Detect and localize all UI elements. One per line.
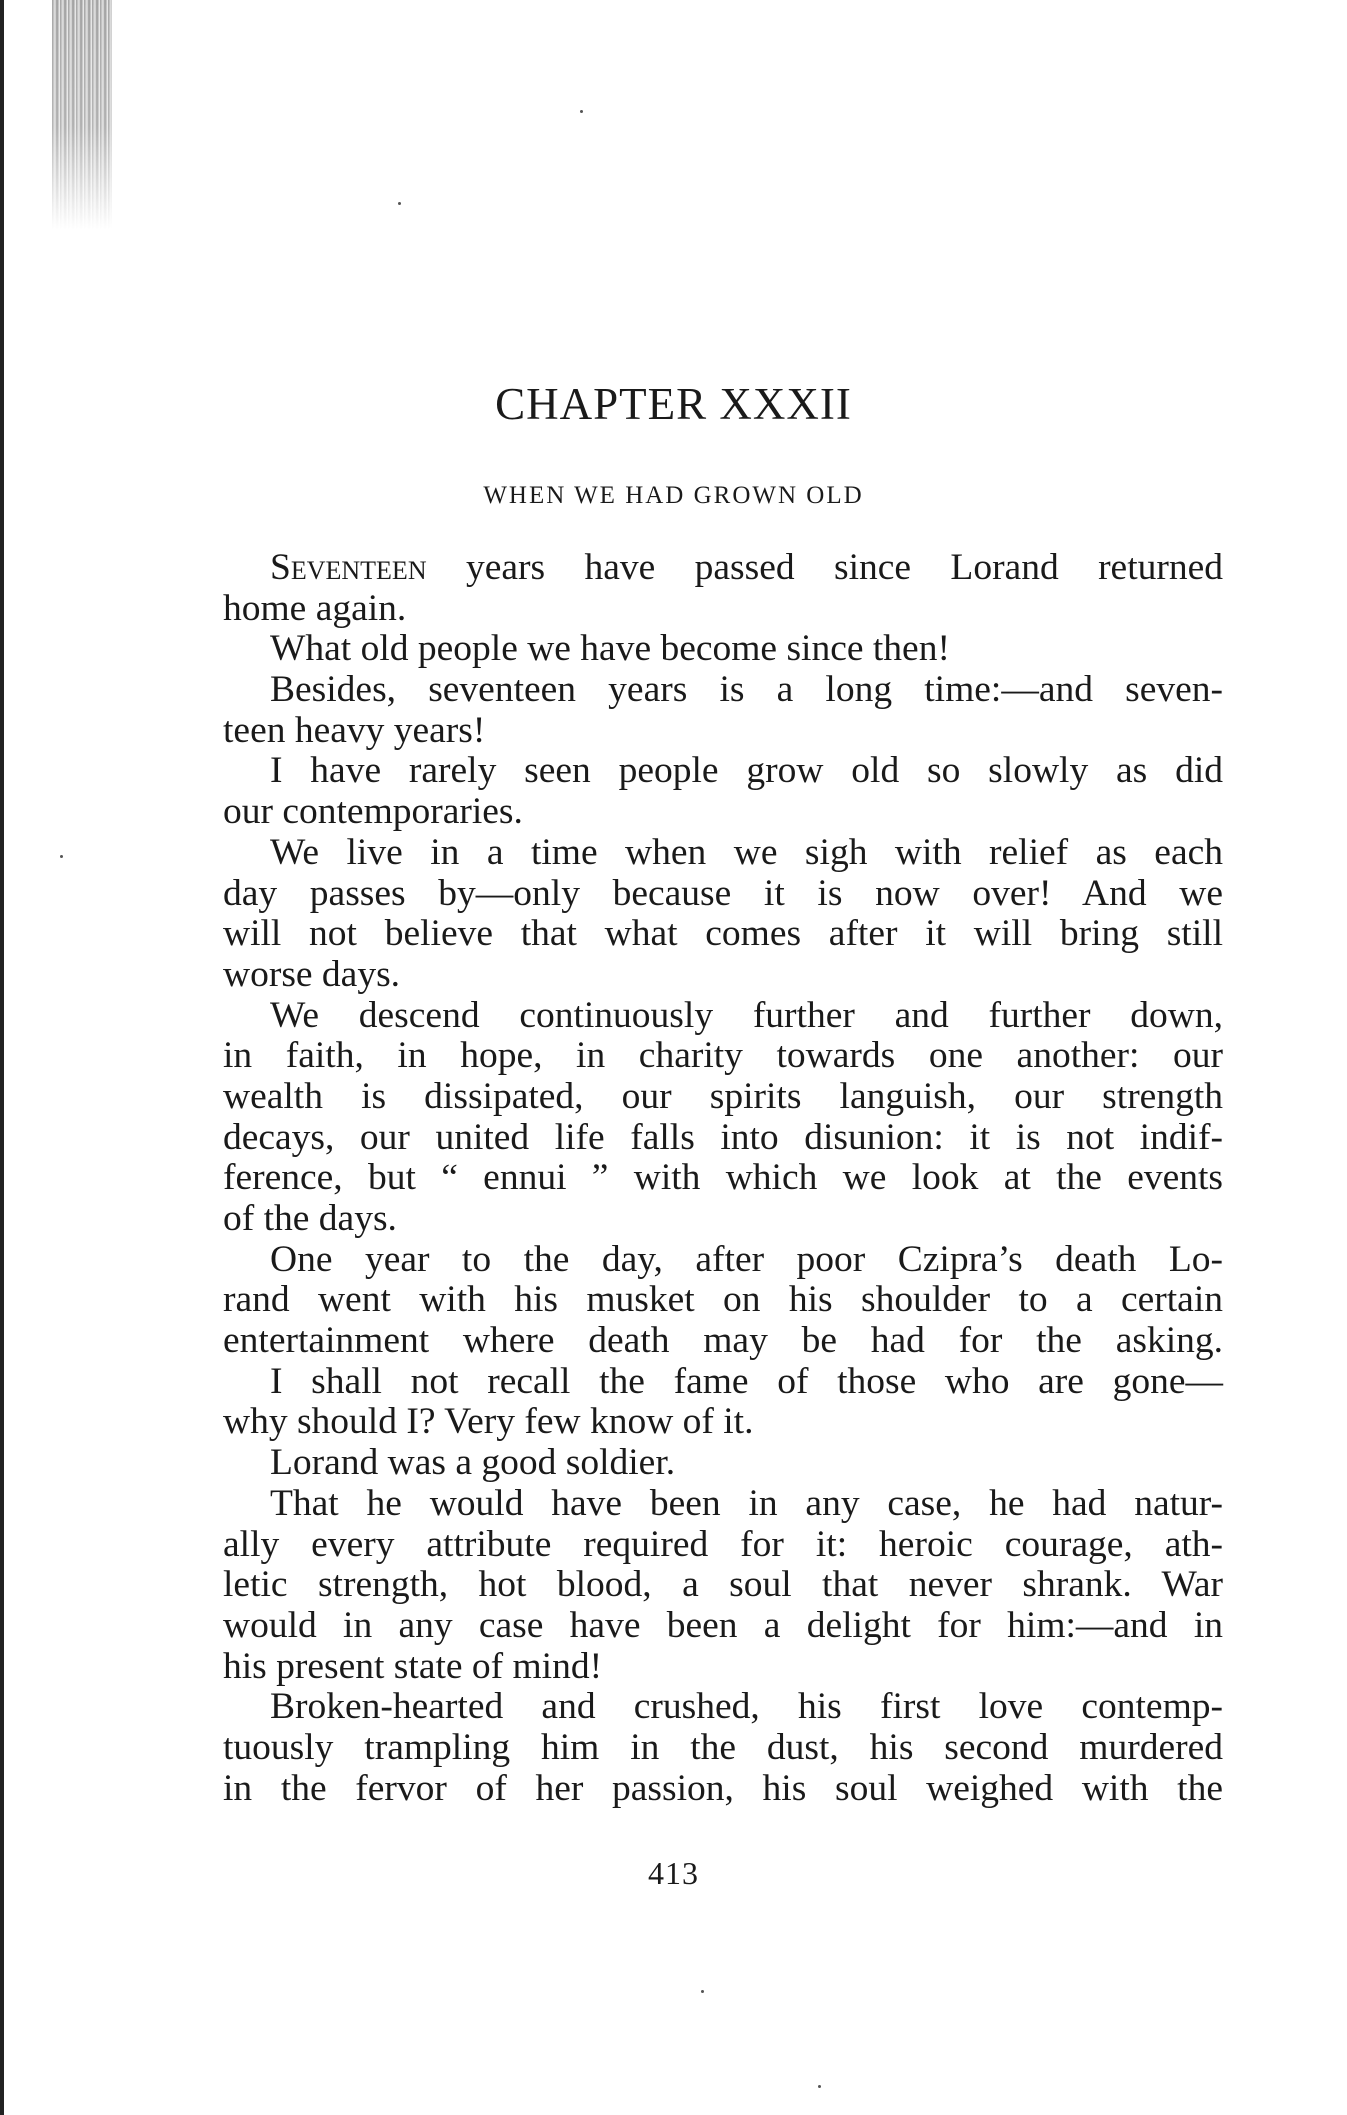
scan-smudge xyxy=(52,0,112,230)
text-line-content: day passes by—only because it is now over! And we xyxy=(223,872,1223,914)
text-line-content: Besides, seventeen years is a long time:—and seven- xyxy=(270,669,1223,711)
text-line-content: Broken-hearted and crushed, his first love contemp- xyxy=(270,1686,1223,1728)
text-line xyxy=(223,1158,1223,1199)
text-line xyxy=(223,955,1223,996)
text-line xyxy=(223,1687,1223,1728)
scan-speck xyxy=(580,110,583,113)
text-line-content: in faith, in hope, in charity towards one another: our xyxy=(223,1035,1223,1077)
text-line xyxy=(223,1321,1223,1362)
text-line xyxy=(223,711,1223,752)
text-line-content: What old people we have become since then! xyxy=(270,628,950,670)
text-line xyxy=(223,1443,1223,1484)
text-line-content: of the days. xyxy=(223,1198,397,1239)
text-line xyxy=(223,1484,1223,1525)
text-line xyxy=(223,1199,1223,1240)
text-line-content: We descend continuously further and further down, xyxy=(270,994,1223,1036)
text-line-content: why should I? Very few know of it. xyxy=(223,1401,754,1443)
text-line xyxy=(223,914,1223,955)
text-line-content: We live in a time when we sigh with relief as each xyxy=(270,831,1223,873)
text-line-content: Lorand was a good soldier. xyxy=(270,1442,676,1484)
opening-word: Seventeen xyxy=(270,547,427,588)
text-line-content: teen heavy years! xyxy=(223,709,486,751)
text-line-content: would in any case have been a delight for him:—and in xyxy=(223,1604,1223,1646)
text-line xyxy=(223,548,1223,589)
text-line xyxy=(223,1565,1223,1606)
page-number: 413 xyxy=(648,1855,699,1891)
text-line xyxy=(223,589,1223,630)
text-line-content: years have passed since Lorand returned xyxy=(426,547,1223,588)
text-line-content: wealth is dissipated, our spirits languish, our strength xyxy=(223,1075,1223,1117)
scan-speck xyxy=(398,202,401,205)
text-line xyxy=(223,996,1223,1037)
page-binding-edge xyxy=(0,0,4,2115)
text-line xyxy=(223,1077,1223,1118)
scan-speck xyxy=(60,855,63,858)
text-line xyxy=(223,1402,1223,1443)
text-line xyxy=(223,833,1223,874)
text-line xyxy=(223,1769,1223,1810)
text-line xyxy=(223,1280,1223,1321)
text-line-content: home again. xyxy=(223,587,407,629)
text-line-content: I have rarely seen people grow old so slowly as did xyxy=(270,750,1223,792)
text-line xyxy=(223,629,1223,670)
body-text xyxy=(223,548,1223,1809)
text-line-content: rand went with his musket on his shoulder to a certain xyxy=(223,1279,1223,1321)
text-line xyxy=(223,1240,1223,1281)
chapter-title: CHAPTER XXXII xyxy=(495,379,852,429)
chapter-subtitle: WHEN WE HAD GROWN OLD xyxy=(483,482,864,509)
text-line xyxy=(223,1036,1223,1077)
text-line xyxy=(223,1606,1223,1647)
text-line xyxy=(223,1118,1223,1159)
text-line-content: his present state of mind! xyxy=(223,1645,603,1687)
text-line-content: I shall not recall the fame of those who are gone— xyxy=(270,1360,1223,1402)
scan-speck xyxy=(701,1990,704,1993)
text-line-content: will not believe that what comes after it will bring still xyxy=(223,913,1223,955)
scan-speck xyxy=(818,2085,821,2088)
text-line-content: That he would have been in any case, he had natur- xyxy=(270,1482,1223,1524)
text-line-content: ally every attribute required for it: heroic courage, ath- xyxy=(223,1523,1223,1565)
text-line-content: our contemporaries. xyxy=(223,791,523,833)
text-line xyxy=(223,792,1223,833)
text-line-content: worse days. xyxy=(223,953,401,995)
text-line xyxy=(223,1525,1223,1566)
text-line-content: tuously trampling him in the dust, his second murdered xyxy=(223,1726,1223,1768)
text-line-content: entertainment where death may be had for the asking. xyxy=(223,1320,1223,1362)
text-line xyxy=(223,670,1223,711)
text-line xyxy=(223,1728,1223,1769)
text-line xyxy=(223,1362,1223,1403)
text-line xyxy=(223,1647,1223,1688)
text-line xyxy=(223,751,1223,792)
text-line-content: One year to the day, after poor Czipra’s death Lo- xyxy=(270,1238,1223,1280)
text-line-content: letic strength, hot blood, a soul that never shrank. War xyxy=(223,1564,1223,1606)
text-line-content: in the fervor of her passion, his soul weighed with the xyxy=(223,1767,1223,1809)
text-line-content: ference, but “ ennui ” with which we look at the events xyxy=(223,1157,1223,1199)
text-line xyxy=(223,874,1223,915)
text-line-content: decays, our united life falls into disunion: it is not indif- xyxy=(223,1116,1223,1158)
